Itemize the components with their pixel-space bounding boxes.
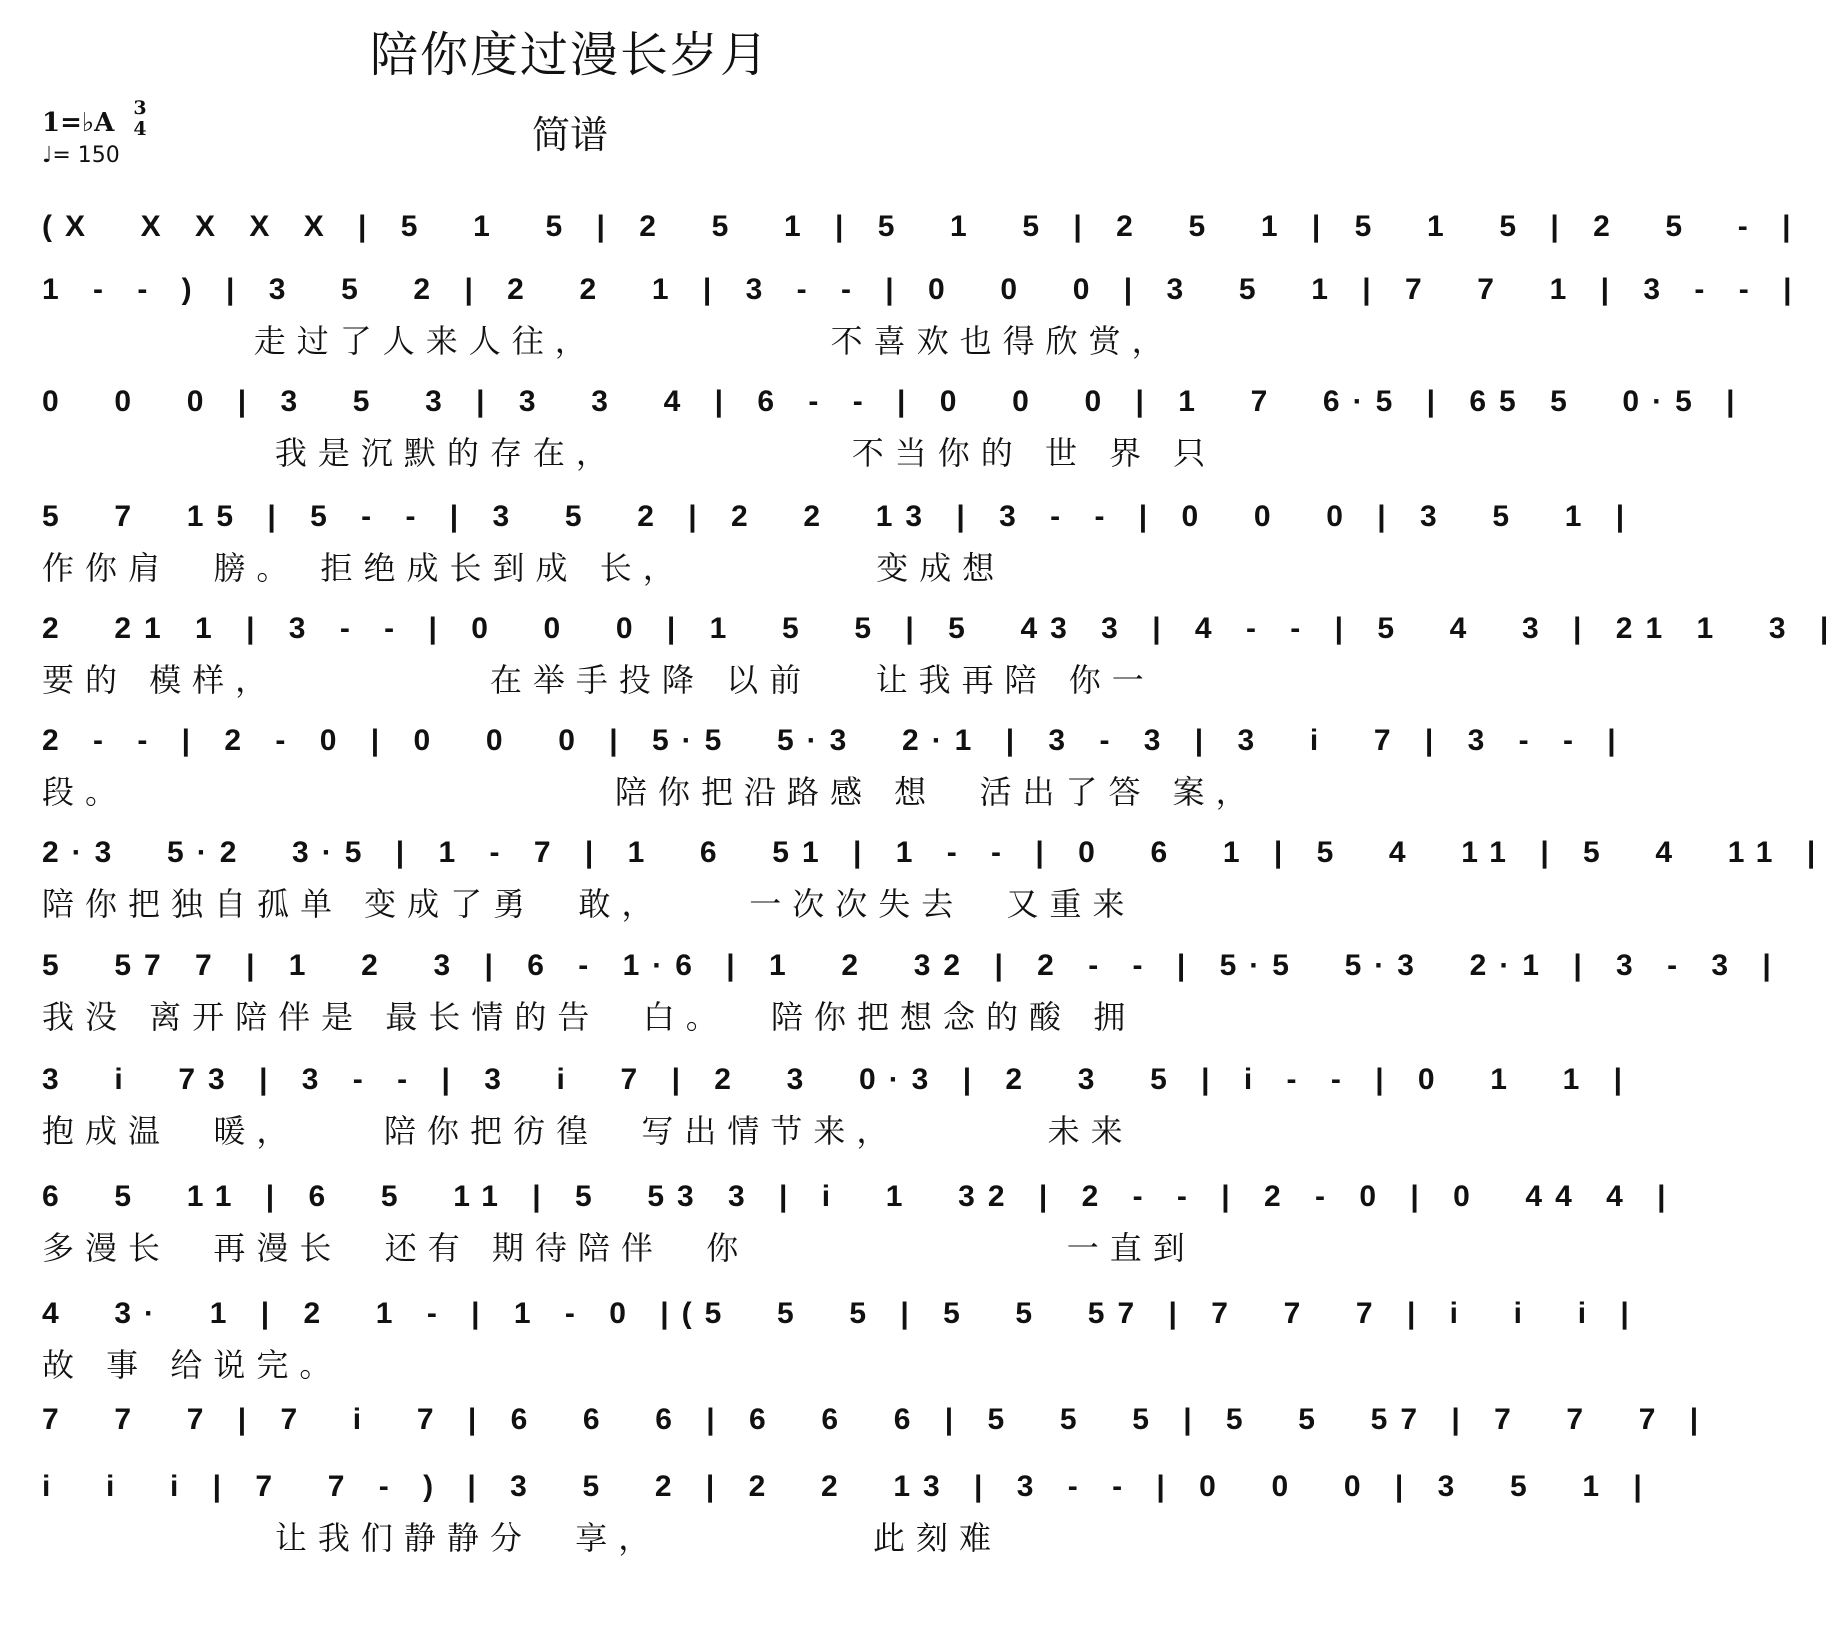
notation-line: 3 i 73 | 3 - - | 3 i 7 | 2 3 0·3 | 2 3 5 | i - - | 0 1 1 | <box>42 1063 1636 1096</box>
notation-line: i i i | 7 7 - ) | 3 5 2 | 2 2 13 | 3 - - | 0 0 0 | 3 5 1 | <box>42 1470 1655 1503</box>
lyrics-line: 走过了人来人往， 不喜欢也得欣赏， <box>42 322 1175 360</box>
notation-line: 4 3· 1 | 2 1 - | 1 - 0 |(5 5 5 | 5 5 57 | 7 7 7 | i i i | <box>42 1297 1642 1330</box>
notation-line: (X X X X X | 5 1 5 | 2 5 1 | 5 1 5 | 2 5 1 | 5 1 5 | 2 5 - | <box>42 210 1804 243</box>
lyrics-line: 多漫长 再漫长 还有 期待陪伴 你 一直到 <box>42 1229 1196 1267</box>
subtitle: 简谱 <box>531 113 608 157</box>
lyrics-line: 作你肩 膀。 拒绝成长到成 长， 变成想 <box>42 549 1006 587</box>
page-title: 陪你度过漫长岁月 <box>369 27 770 83</box>
lyrics-line: 让我们静静分 享， 此刻难 <box>42 1519 1002 1557</box>
notation-line: 5 57 7 | 1 2 3 | 6 - 1·6 | 1 2 32 | 2 - - | 5·5 5·3 2·1 | 3 - 3 | <box>42 949 1784 982</box>
time-signature-top: 3 <box>133 97 147 119</box>
tempo-marking: ♩= 150 <box>42 143 120 168</box>
notation-line: 2·3 5·2 3·5 | 1 - 7 | 1 6 51 | 1 - - | 0 6 1 | 5 4 11 | 5 4 11 | <box>42 836 1829 869</box>
lyrics-line: 抱成温 暖， 陪你把彷徨 写出情节来， 未来 <box>42 1112 1134 1150</box>
time-signature-bottom: 4 <box>133 118 147 140</box>
notation-line: 7 7 7 | 7 i 7 | 6 6 6 | 6 6 6 | 5 5 5 | 5 5 57 | 7 7 7 | <box>42 1403 1712 1436</box>
notation-line: 2 21 1 | 3 - - | 0 0 0 | 1 5 5 | 5 43 3 | 4 - - | 5 4 3 | 21 1 3 | <box>42 612 1841 645</box>
lyrics-line: 段。 陪你把沿路感 想 活出了答 案， <box>42 773 1259 811</box>
lyrics-line: 我没 离开陪伴是 最长情的告 白。 陪你把想念的酸 拥 <box>42 998 1137 1036</box>
notation-line: 1 - - ) | 3 5 2 | 2 2 1 | 3 - - | 0 0 0 | 3 5 1 | 7 7 1 | 3 - - | <box>42 273 1805 306</box>
lyrics-line: 故 事 给说完。 <box>42 1346 343 1384</box>
key-signature: 1=♭A <box>42 108 115 138</box>
lyrics-line: 要的 模样， 在举手投降 以前 让我再陪 你一 <box>42 661 1155 699</box>
notation-line: 6 5 11 | 6 5 11 | 5 53 3 | i 1 32 | 2 - - | 2 - 0 | 0 44 4 | <box>42 1180 1679 1213</box>
notation-line: 0 0 0 | 3 5 3 | 3 3 4 | 6 - - | 0 0 0 | 1 7 6·5 | 65 5 0·5 | <box>42 385 1748 418</box>
notation-line: 2 - - | 2 - 0 | 0 0 0 | 5·5 5·3 2·1 | 3 - 3 | 3 i 7 | 3 - - | <box>42 724 1629 757</box>
notation-line: 5 7 15 | 5 - - | 3 5 2 | 2 2 13 | 3 - - | 0 0 0 | 3 5 1 | <box>42 500 1638 533</box>
lyrics-line: 陪你把独自孤单 变成了勇 敢， 一次次失去 又重来 <box>42 885 1136 923</box>
lyrics-line: 我是沉默的存在， 不当你的 世 界 只 <box>42 434 1217 472</box>
